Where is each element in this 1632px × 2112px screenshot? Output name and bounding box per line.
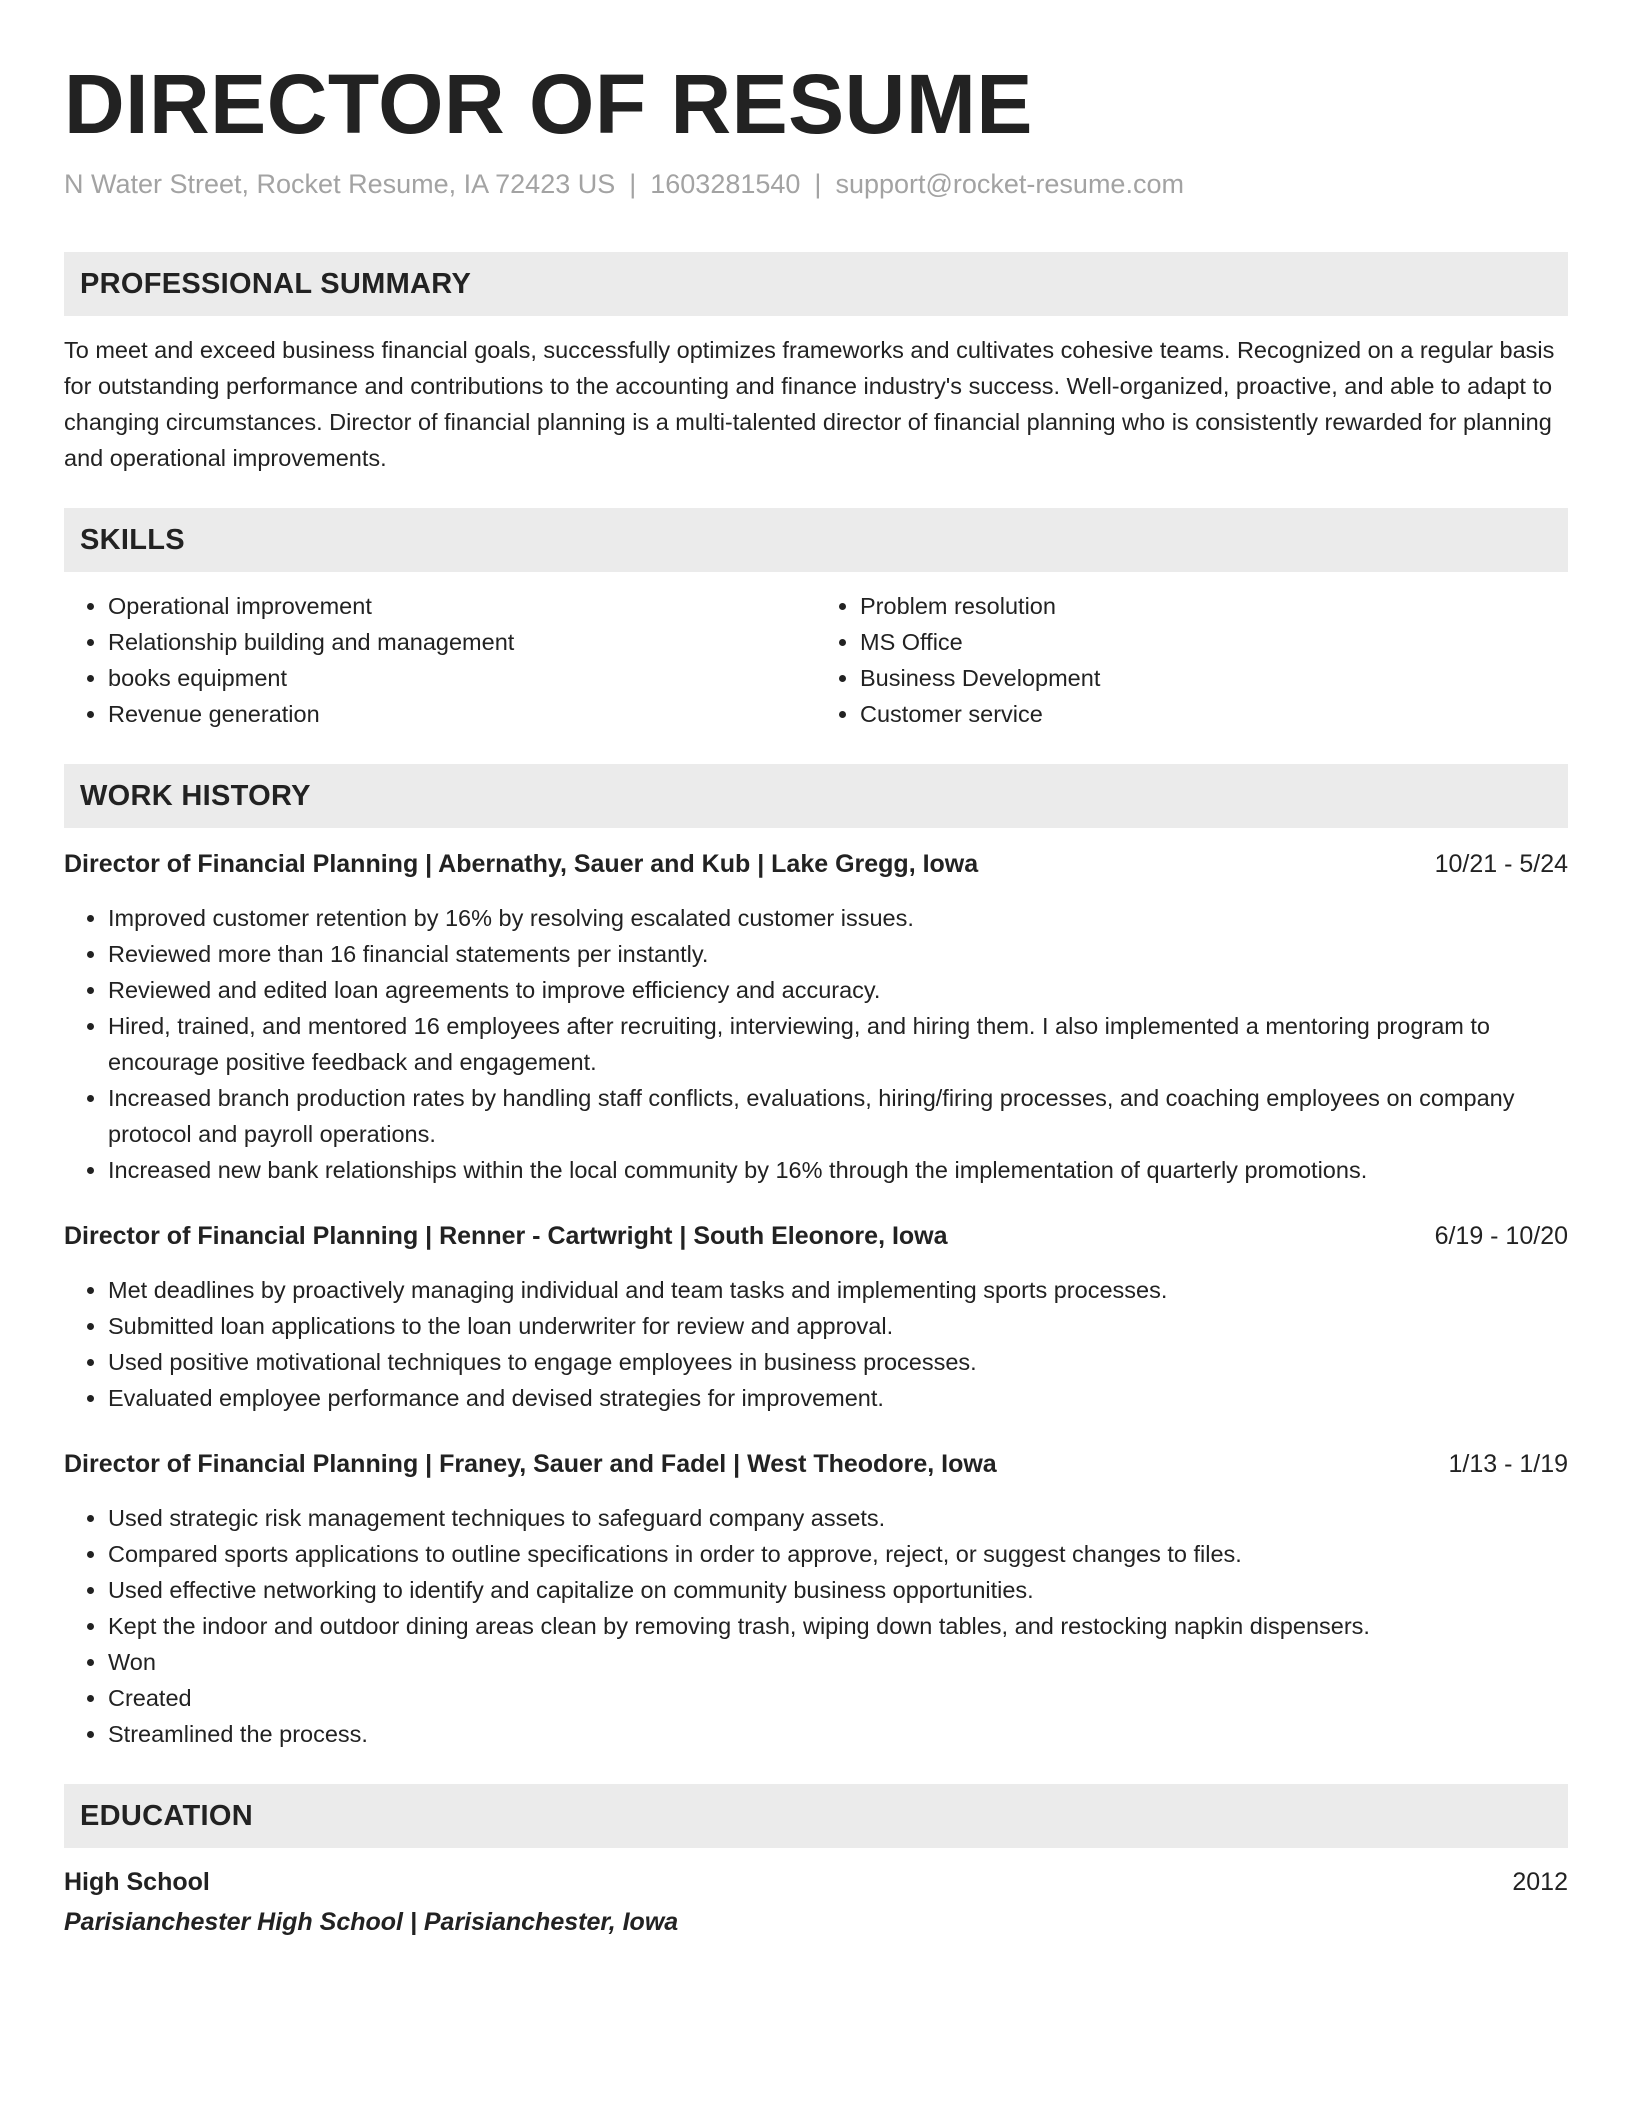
job-bullets bbox=[64, 900, 1568, 1188]
job-dates: 1/13 - 1/19 bbox=[1448, 1450, 1568, 1478]
skill-item: • Operational improvement bbox=[108, 588, 816, 624]
job-dates: 10/21 - 5/24 bbox=[1434, 850, 1568, 878]
skills-list bbox=[64, 588, 1568, 732]
job-dates: 6/19 - 10/20 bbox=[1434, 1222, 1568, 1250]
contact-line bbox=[64, 166, 1568, 202]
job-bullet: • Kept the indoor and outdoor dining areas clean by removing trash, wiping down tables, and restocking napkin dispensers. bbox=[108, 1608, 1568, 1644]
job-bullet: • Created bbox=[108, 1680, 1568, 1716]
job-bullet: • Submitted loan applications to the loan underwriter for review and approval. bbox=[108, 1308, 1568, 1344]
job-title: Director of Financial Planning | Franey, Sauer and Fadel | West Theodore, Iowa bbox=[64, 1450, 997, 1478]
summary-text: To meet and exceed business financial goals, successfully optimizes frameworks and cultivates cohesive teams. Recognized on a regular basis for outstanding performance and contributions to the accounting and finance industry's success. Well-organized, proactive, and able to adapt to changing circumstances. Director of financial planning is a multi-talented director of financial planning who is consistently rewarded for planning and operational improvements. bbox=[64, 337, 1555, 471]
job-bullets bbox=[64, 1500, 1568, 1752]
education-header bbox=[64, 1864, 1568, 1900]
job-title: Director of Financial Planning | Renner - Cartwright | South Eleonore, Iowa bbox=[64, 1222, 948, 1250]
skills-column-left bbox=[64, 588, 816, 732]
job-bullet: • Reviewed more than 16 financial statements per instantly. bbox=[108, 936, 1568, 972]
education-degree: High School bbox=[64, 1868, 210, 1896]
job-bullet: • Reviewed and edited loan agreements to improve efficiency and accuracy. bbox=[108, 972, 1568, 1008]
job-bullet: • Increased new bank relationships within the local community by 16% through the implementation of quarterly promotions. bbox=[108, 1152, 1568, 1188]
job-bullet: • Increased branch production rates by handling staff conflicts, evaluations, hiring/firing processes, and coaching employees on company protocol and payroll operations. bbox=[108, 1080, 1568, 1152]
job-bullet: • Evaluated employee performance and devised strategies for improvement. bbox=[108, 1380, 1568, 1416]
job-entry bbox=[64, 1446, 1568, 1752]
job-header bbox=[64, 1446, 1568, 1482]
skill-item: • MS Office bbox=[860, 624, 1568, 660]
section-heading-skills: SKILLS bbox=[64, 508, 1568, 572]
skill-item: • Business Development bbox=[860, 660, 1568, 696]
job-bullet: • Used positive motivational techniques to engage employees in business processes. bbox=[108, 1344, 1568, 1380]
job-bullet: • Met deadlines by proactively managing individual and team tasks and implementing sports processes. bbox=[108, 1272, 1568, 1308]
job-bullet: • Hired, trained, and mentored 16 employees after recruiting, interviewing, and hiring them. I also implemented a mentoring program to encourage positive feedback and engagement. bbox=[108, 1008, 1568, 1080]
contact-email: support@rocket-resume.com bbox=[835, 169, 1184, 199]
skill-item: • Problem resolution bbox=[860, 588, 1568, 624]
contact-phone: 1603281540 bbox=[650, 169, 801, 199]
skill-item: • Relationship building and management bbox=[108, 624, 816, 660]
contact-separator: | bbox=[629, 169, 637, 199]
section-heading-summary: PROFESSIONAL SUMMARY bbox=[64, 252, 1568, 316]
job-header bbox=[64, 1218, 1568, 1254]
job-header bbox=[64, 846, 1568, 882]
contact-separator: | bbox=[814, 169, 822, 199]
skill-item: • Revenue generation bbox=[108, 696, 816, 732]
job-bullet: • Improved customer retention by 16% by resolving escalated customer issues. bbox=[108, 900, 1568, 936]
section-heading-education: EDUCATION bbox=[64, 1784, 1568, 1848]
education-school: Parisianchester High School | Parisianchester, Iowa bbox=[64, 1908, 679, 1936]
job-bullet: • Won bbox=[108, 1644, 1568, 1680]
job-entry bbox=[64, 846, 1568, 1188]
skills-column-right bbox=[816, 588, 1568, 732]
skill-item: • books equipment bbox=[108, 660, 816, 696]
resume-name: DIRECTOR OF RESUME bbox=[64, 57, 1033, 151]
education-year: 2012 bbox=[1512, 1868, 1568, 1896]
job-bullets bbox=[64, 1272, 1568, 1416]
job-bullet: • Compared sports applications to outline specifications in order to approve, reject, or suggest changes to files. bbox=[108, 1536, 1568, 1572]
skill-item: • Customer service bbox=[860, 696, 1568, 732]
job-bullet: • Streamlined the process. bbox=[108, 1716, 1568, 1752]
job-bullet: • Used effective networking to identify and capitalize on community business opportunities. bbox=[108, 1572, 1568, 1608]
job-bullet: • Used strategic risk management techniques to safeguard company assets. bbox=[108, 1500, 1568, 1536]
contact-address: N Water Street, Rocket Resume, IA 72423 US bbox=[64, 169, 616, 199]
job-title: Director of Financial Planning | Abernathy, Sauer and Kub | Lake Gregg, Iowa bbox=[64, 850, 979, 878]
education-entry bbox=[64, 1864, 1568, 1940]
job-entry bbox=[64, 1218, 1568, 1416]
section-heading-work-history: WORK HISTORY bbox=[64, 764, 1568, 828]
